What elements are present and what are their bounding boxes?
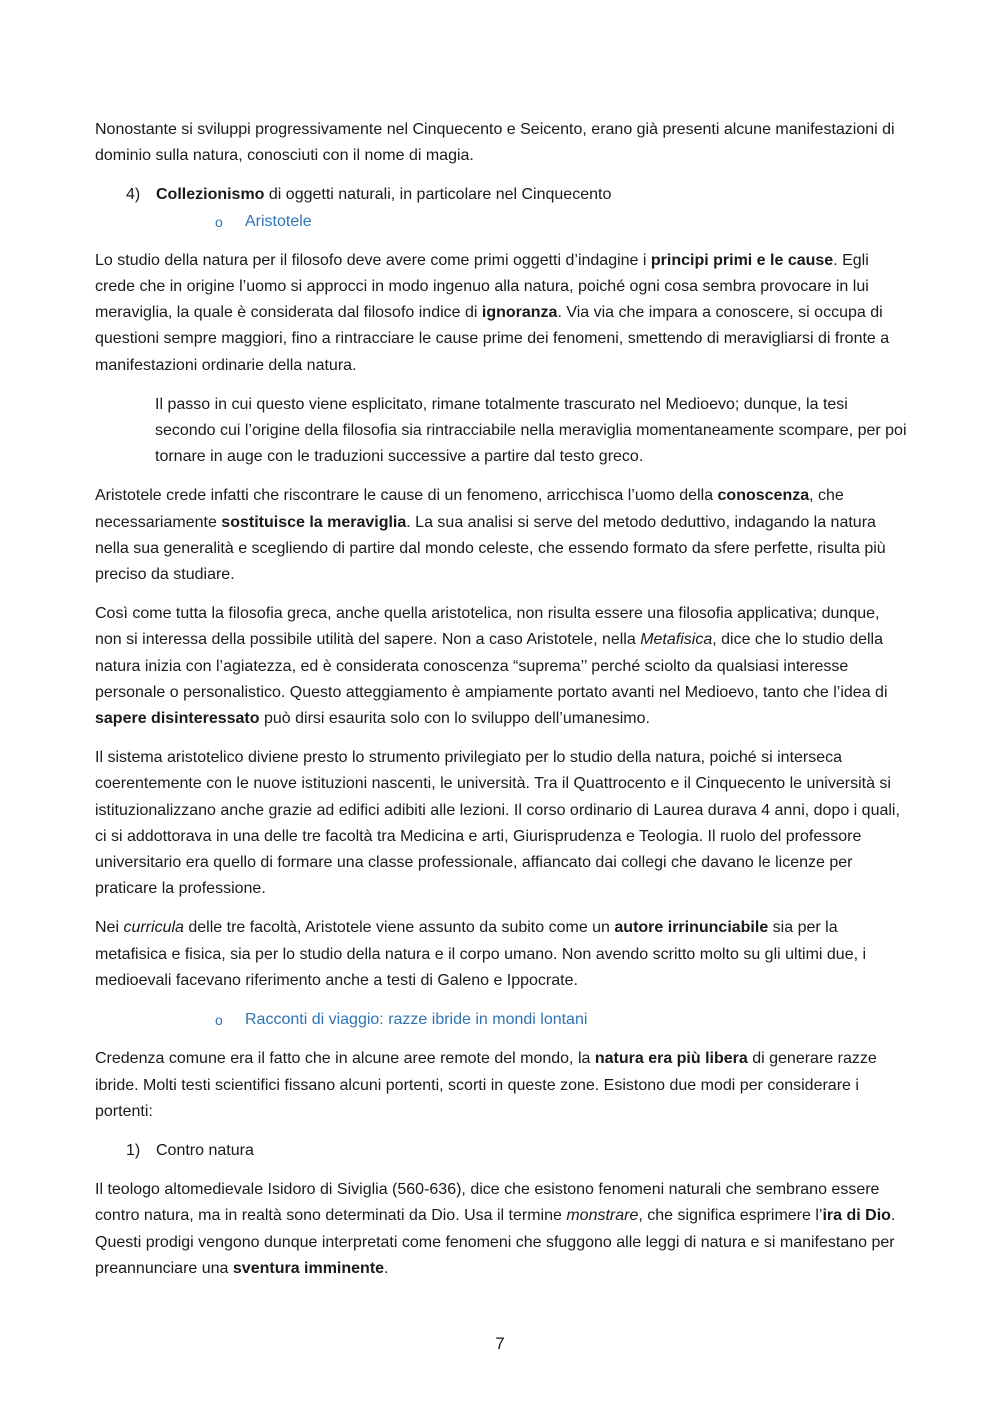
list-item-1 [126,1138,907,1164]
heading-aristotele [215,209,907,235]
circle-bullet-icon: o [215,213,223,230]
paragraph-razze-ibride: Credenza comune era il fatto che in alcune aree remote del mondo, la natura era più libera di generare razze ibride. Molti testi scientifici fissano alcuni portenti, scorti in queste zone. Esistono due modi per considerare i portenti: [95,1050,877,1120]
circle-bullet-icon: o [215,1012,223,1029]
list-number: 4) [126,186,141,204]
heading-label: Racconti di viaggio: razze ibride in mondi lontani [245,1011,588,1029]
list-item-text: Contro natura [156,1141,254,1159]
block-quote: Il passo in cui questo viene esplicitato, rimane totalmente trascurato nel Medioevo; dunque, la tesi secondo cui l’origine della filosofia sia rintracciabile nella meraviglia momentaneamente scompare, per poi tornare in auge con le traduzioni successive a partire dal testo greco. [155,395,907,466]
paragraph-isidoro: Il teologo altomedievale Isidoro di Siviglia (560-636), dice che esistono fenomeni naturali che sembrano essere contro natura, ma in realtà sono determinati da Dio. Usa il termine monstrare, che significa esprimere l’ira di Dio. Questi prodigi vengono dunque interpretati come fenomeni che sfuggono alle leggi di natura e si manifestano per preannunciare una sventura imminente. [95,1181,896,1277]
heading-label: Aristotele [245,212,312,230]
paragraph-filosofia-greca: Così come tutta la filosofia greca, anche quella aristotelica, non risulta essere una filosofia applicativa; dunque, non si interessa della possibile utilità del sapere. Non a caso Aristotele, nella Metafisica, dice che lo studio della natura inizia con l’agiatezza, ed è considerata conoscenza “suprema’’ perché sciolto da qualsiasi interesse personale o personalistico. Questo atteggiamento è ampiamente portato avanti nel Medioevo, tanto che l’idea di sapere disinteressato può dirsi esaurita solo con lo sviluppo dell’umanesimo. [95,605,888,728]
page-number: 7 [495,1334,505,1353]
heading-racconti-viaggio [215,1007,907,1033]
paragraph-universita: Il sistema aristotelico diviene presto lo strumento privilegiato per lo studio della natura, poiché si interseca coerentemente con le nuove istituzioni nascenti, le università. Tra il Quattrocento e il Cinquecento le università si istituzionalizzano anche grazie ad edifici adibiti alle lezioni. Il corso ordinario di Laurea durava 4 anni, dopo i quali, ci si addottorava in una delle tre facoltà tra Medicina e arti, Giurisprudenza e Teologia. Il ruolo del professore universitario era quello di formare una classe professionale, affiancato dai collegi che davano le licenze per praticare la professione. [95,749,900,898]
paragraph-curricula: Nei curricula delle tre facoltà, Aristotele viene assunto da subito come un autore irrinunciabile sia per la metafisica e fisica, sia per lo studio della natura e il corpo umano. Non avendo scritto molto su gli ultimi due, i medioevali facevano riferimento anche a testi di Galeno e Ippocrate. [95,919,867,989]
list-item-text: Collezionismo di oggetti naturali, in particolare nel Cinquecento [156,186,612,204]
paragraph-conoscenza: Aristotele crede infatti che riscontrare le cause di un fenomeno, arricchisca l’uomo della conoscenza, che necessariamente sostituisce la meraviglia. La sua analisi si serve del metodo deduttivo, indagando la natura nella sua generalità e scegliendo di partire dal mondo celeste, che essendo formato da sfere perfette, risulta più preciso da studiare. [95,487,886,584]
list-number: 1) [126,1141,141,1159]
document-body [95,117,907,1295]
paragraph-studio-natura: Lo studio della natura per il filosofo deve avere come primi oggetti d’indagine i principi primi e le cause. Egli crede che in origine l’uomo si approcci in modo ingenuo alla natura, poiché ogni cosa sembra provocare in lui meraviglia, la quale è considerata dal filosofo indice di ignoranza. Via via che impara a conoscere, si occupa di questioni sempre maggiori, fino a rintracciare le cause prime dei fenomeni, smettendo di meravigliarsi di fronte a manifestazioni ordinarie della natura. [95,251,890,374]
list-item-4 [126,182,907,208]
paragraph-magia: Nonostante si sviluppi progressivamente nel Cinquecento e Seicento, erano già presenti alcune manifestazioni di dominio sulla natura, conosciuti con il nome di magia. [95,121,895,165]
